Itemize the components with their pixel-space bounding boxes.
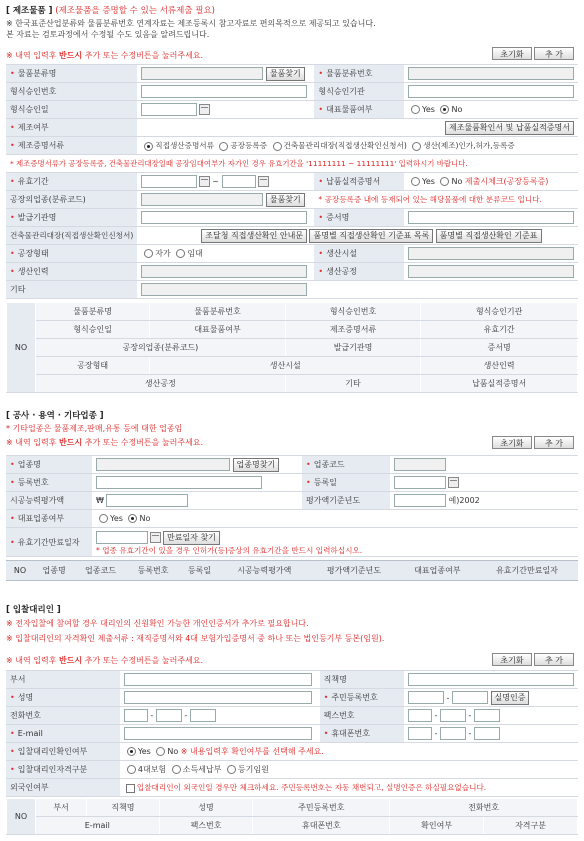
dept-input[interactable] (124, 673, 312, 686)
cert-name-input[interactable] (408, 211, 574, 224)
grid-header: 공장형태 (36, 357, 150, 375)
grid-header: 증서명 (421, 339, 578, 357)
reg-date-input[interactable] (394, 476, 446, 489)
goods-std-button[interactable]: 품명별 직접생산확인 기준표 (436, 229, 542, 243)
confirm-yes-radio[interactable] (127, 747, 136, 756)
proc-guide-button[interactable]: 조달청 직접생산확인 안내문 (201, 229, 307, 243)
section-title-business: [ 공사 · 용역 · 기타업종 ] (6, 411, 104, 421)
process-input[interactable] (408, 265, 574, 278)
label: • 업종코드 (302, 456, 390, 474)
info-note: 본 자료는 검토과정에서 수정될 수도 있음을 알려드립니다. (6, 30, 210, 39)
delivery-yes-radio[interactable] (411, 177, 420, 186)
qual-officer-radio[interactable] (227, 765, 236, 774)
factory-rent-radio[interactable] (176, 249, 185, 258)
agent-form: 부서 직책명 • 성명 • 주민등록번호 - 실명인증 전화번호 - - 팩스번호 - - • E-mail • 휴대폰번호 - - • 입찰대리인확인여부 Yes No ※ 내용입력후 확인여부를 선택해 주세요. • 입찰대리인자격구분 4대보험 소득세납부 등기임원 외국인여부 입찰대리인이 외국인일 경우만 체크하세요. 주민등록번호는 자동 채번되고, 실명인증은 하실필요없습니다. (6, 670, 578, 797)
label: • 생산시설 (314, 245, 404, 263)
approval-no-input[interactable] (141, 85, 307, 98)
agent-list-header (6, 798, 578, 835)
rep-goods-no-radio[interactable] (440, 105, 449, 114)
expire-red-note: * 업종 유효기간이 있을 경우 인허가(등)증상의 유효기간을 반드시 입력하십시오. (96, 545, 363, 555)
approval-date-input[interactable] (141, 103, 197, 116)
reset-button[interactable]: 초기화 (492, 653, 532, 666)
grid-header: 팩스번호 (159, 817, 253, 835)
label: • 업종명 (6, 456, 92, 474)
grid-header: 생산인력 (421, 357, 578, 375)
rrn-front-input[interactable] (408, 691, 444, 704)
label: 건축물관리대장(직접생산확인신청서) (6, 227, 137, 245)
info-note: ※ 한국표준산업분류와 물품분류번호 연계자료는 제조등록시 참고자료로 편의목적으로 제공되고 있습니다. (6, 19, 376, 28)
calendar-icon[interactable] (150, 532, 161, 543)
grid-header: 유효기간만료일자 (476, 561, 578, 581)
label: 전화번호 (6, 707, 120, 725)
label: • 물품분류번호 (314, 65, 404, 83)
phone-2-input[interactable] (156, 709, 182, 722)
label: • 유효기간 (6, 173, 137, 191)
business-form: • 업종명 업종명찾기 • 업종코드 • 등록번호 • 등록일 시공능력평가액 ₩ 평가액기준년도 예)2002 • 대표업종여부 Yes No • 유효기간만료일자 만료일자 찾기 * 업종 유효기간이 있을 경우 인허가(등)증상의 유효기간을 반드시 입력하십시오. (6, 455, 578, 557)
goods-find-button[interactable]: 물품찾기 (266, 67, 305, 81)
mobile-2-input[interactable] (440, 727, 466, 740)
label: • 대표물품여부 (314, 101, 404, 119)
label: 시공능력평가액 (6, 492, 92, 510)
section-title-manufacture: [ 제조물품 ] (제조물품을 증명할 수 있는 서류제출 필요) (6, 6, 215, 16)
fax-2-input[interactable] (440, 709, 466, 722)
grid-header: 형식승인기관 (421, 303, 578, 321)
grid-header: 평가액기준년도 (309, 561, 399, 581)
name-input[interactable] (124, 691, 312, 704)
goods-std-list-button[interactable]: 품명별 직접생산확인 기준표 목록 (309, 229, 433, 243)
foreign-red-note: 입찰대리인이 외국인일 경우만 체크하세요. 주민등록번호는 자동 채번되고, 실명인증은 하실필요없습니다. (136, 783, 487, 792)
approval-org-input[interactable] (408, 85, 574, 98)
grid-no-header: NO (7, 303, 36, 393)
capacity-input[interactable] (106, 494, 188, 507)
grid-header: 형식승인번호 (285, 303, 421, 321)
label: 공장의업종(분류코드) (6, 191, 137, 209)
label: 기타 (6, 281, 137, 299)
grid-header: 휴대폰번호 (253, 817, 390, 835)
doc-license-radio[interactable] (412, 142, 421, 151)
grid-header: 물품분류명 (36, 303, 150, 321)
calendar-icon[interactable] (199, 104, 210, 115)
reset-button[interactable]: 초기화 (492, 47, 532, 60)
grid-header: 제조증명서류 (285, 321, 421, 339)
grid-header: 확인여부 (390, 817, 484, 835)
manufacture-list-header (6, 302, 578, 393)
label: • 생산공정 (314, 263, 404, 281)
grid-header: 물품분류번호 (150, 303, 286, 321)
maker-doc-button[interactable]: 제조물품확인서 및 납품실적증명서 (445, 121, 574, 135)
add-button[interactable]: 추 가 (534, 436, 574, 449)
section-title-agent: [ 입찰대리인 ] (6, 605, 61, 615)
factory-goods-find-button[interactable]: 물품찾기 (266, 193, 305, 207)
grid-header: 직책명 (87, 799, 159, 817)
grid-header: 발급기관명 (285, 339, 421, 357)
warning-note: ※ 내역 입력후 반드시 추가 또는 수정버튼을 눌러주세요. (6, 438, 204, 447)
expire-input[interactable] (96, 531, 148, 544)
grid-header: 부서 (36, 799, 87, 817)
doc-factory-radio[interactable] (219, 142, 228, 151)
label: • 제조여부 (6, 119, 137, 137)
mobile-3-input[interactable] (474, 727, 500, 740)
business-red-note: * 기타업종은 물품제조,판매,유통 등에 대한 업종임 (6, 424, 183, 433)
label: 평가액기준년도 (302, 492, 390, 510)
calendar-icon[interactable] (448, 477, 459, 488)
grid-header: NO (6, 561, 34, 581)
manpower-input[interactable] (141, 265, 307, 278)
issuer-input[interactable] (141, 211, 307, 224)
confirm-no-radio[interactable] (156, 747, 165, 756)
year-input[interactable] (394, 494, 446, 507)
biz-find-button[interactable]: 업종명찾기 (233, 458, 280, 472)
grid-header: 유효기간 (421, 321, 578, 339)
label: • E-mail (6, 725, 120, 743)
business-list-header (6, 560, 578, 581)
warning-note: ※ 내역 입력후 반드시 추가 또는 수정버튼을 눌러주세요. (6, 656, 204, 665)
grid-header: 대표물품여부 (150, 321, 286, 339)
agent-red-note: ※ 전자입찰에 참여할 경우 대리인의 신원확인 가능한 개인인증서가 추가로 필요합니다. (6, 619, 309, 628)
label: • 입찰대리인자격구분 (6, 761, 120, 779)
rep-biz-yes-radio[interactable] (99, 514, 108, 523)
label: 형식승인번호 (6, 83, 137, 101)
doc-building-radio[interactable] (273, 142, 282, 151)
grid-header: E-mail (36, 817, 160, 835)
add-button[interactable]: 추 가 (534, 653, 574, 666)
grid-header: 주민등록번호 (253, 799, 390, 817)
grid-header: 납품실적증명서 (421, 375, 578, 393)
label: • 주민등록번호 (320, 689, 404, 707)
doc-direct-radio[interactable] (144, 142, 153, 151)
delivery-no-radio[interactable] (440, 177, 449, 186)
biz-code-input[interactable] (394, 458, 446, 471)
rep-goods-yes-radio[interactable] (411, 105, 420, 114)
factory-own-radio[interactable] (144, 249, 153, 258)
biz-name-input[interactable] (96, 458, 230, 471)
label: 외국인여부 (6, 779, 120, 797)
confirm-red-note: ※ 내용입력후 확인여부를 선택해 주세요. (180, 747, 324, 756)
label: • 입찰대리인확인여부 (6, 743, 120, 761)
calendar-icon[interactable] (199, 176, 210, 187)
foreign-checkbox[interactable] (126, 784, 135, 793)
label: 형식승인일 (6, 101, 137, 119)
goods-name-input[interactable] (141, 67, 263, 80)
factory-code-input[interactable] (141, 193, 263, 206)
calendar-icon[interactable] (258, 176, 269, 187)
position-input[interactable] (408, 673, 574, 686)
label: 팩스번호 (320, 707, 404, 725)
label: • 생산인력 (6, 263, 137, 281)
manufacture-form: • 물품분류명 물품찾기 • 물품분류번호 형식승인번호 형식승인기관 형식승인일 • 대표물품여부 Yes No • 제조여부 제조물품확인서 및 납품실적증명서 • 제조증명서류 직접생산증명서류 공장등록증 건축물관리대장(직접생산확인신청서) 생산(제조)인가,허가,등록증 * 제조증명서류가 공장등록증, 건축물관리대장일때 공장임대여부가 자가인 경우 유효기간을 '11111111 ~ 11111111' 입력하시기 바랍니다. • 유효기간 ~ • 납품실적증명서 Yes No 제출시체크(공장등록증) 공장의업종(분류코드) 물품찾기 * 공장등록증 내에 등재되어 있는 해당물품에 대한 분류코드 입니다. • 발급기관명 • 증서명 건축물관리대장(직접생산확인신청서) 조달청 직접생산확인 안내문 품명별 직접생산확인 기준표 목록 품명별 직접생산확인 기준표 • 공장형태 자가 임대 • 생산시설 • 생산인력 • 생산공정 기타 (6, 64, 578, 299)
goods-no-input[interactable] (408, 67, 574, 80)
label: • 등록번호 (6, 474, 92, 492)
rep-biz-no-radio[interactable] (128, 514, 137, 523)
label: • 휴대폰번호 (320, 725, 404, 743)
label: • 증서명 (314, 209, 404, 227)
phone-3-input[interactable] (190, 709, 216, 722)
qual-insurance-radio[interactable] (127, 765, 136, 774)
factory-red-note: * 공장등록증 내에 등재되어 있는 해당물품에 대한 분류코드 입니다. (314, 191, 578, 209)
label: 부서 (6, 671, 120, 689)
grid-header: 생산시설 (150, 357, 421, 375)
grid-header: 등록번호 (127, 561, 180, 581)
grid-header: 자격구분 (484, 817, 578, 835)
label: • 물품분류명 (6, 65, 137, 83)
valid-from-input[interactable] (141, 175, 197, 188)
rrn-back-input[interactable] (452, 691, 488, 704)
grid-header: 등록일 (179, 561, 219, 581)
warning-note: ※ 내역 입력후 반드시 추가 또는 수정버튼을 눌러주세요. (6, 51, 204, 60)
reg-no-input[interactable] (96, 476, 262, 489)
grid-header: 업종명 (34, 561, 74, 581)
label: 형식승인기관 (314, 83, 404, 101)
label: • 납품실적증명서 (314, 173, 404, 191)
grid-header: 대표업종여부 (399, 561, 476, 581)
verify-button[interactable]: 실명인증 (491, 691, 530, 705)
expire-find-button[interactable]: 만료일자 찾기 (163, 531, 220, 545)
valid-to-input[interactable] (222, 175, 256, 188)
label: • 성명 (6, 689, 120, 707)
phone-1-input[interactable] (124, 709, 148, 722)
agent-red-note: ※ 입찰대리인의 자격확인 제출서류 : 재직증명서와 4대 보험가입증명서 중 하나 또는 법인등기부 등본(임원). (6, 634, 385, 643)
grid-header: 업종코드 (74, 561, 127, 581)
grid-header: 생산공정 (36, 375, 286, 393)
label: • 공장형태 (6, 245, 137, 263)
reset-button[interactable]: 초기화 (492, 436, 532, 449)
grid-header: 시공능력평가액 (220, 561, 310, 581)
grid-header: 성명 (159, 799, 253, 817)
label: • 제조증명서류 (6, 137, 137, 155)
label: • 등록일 (302, 474, 390, 492)
facility-input[interactable] (408, 247, 574, 260)
fax-3-input[interactable] (474, 709, 500, 722)
add-button[interactable]: 추 가 (534, 47, 574, 60)
grid-header: 전화번호 (390, 799, 578, 817)
grid-no-header: NO (7, 799, 36, 835)
label: • 유효기간만료일자 (6, 528, 92, 557)
etc-input[interactable] (141, 283, 307, 296)
label: • 대표업종여부 (6, 510, 92, 528)
label: • 발급기관명 (6, 209, 137, 227)
qual-tax-radio[interactable] (172, 765, 181, 774)
grid-header: 기타 (285, 375, 421, 393)
fax-1-input[interactable] (408, 709, 432, 722)
email-input[interactable] (124, 727, 312, 740)
label: 직책명 (320, 671, 404, 689)
mobile-1-input[interactable] (408, 727, 432, 740)
grid-header: 공장의업종(분류코드) (36, 339, 286, 357)
grid-header: 형식승인일 (36, 321, 150, 339)
doc-red-note: * 제조증명서류가 공장등록증, 건축물관리대장일때 공장임대여부가 자가인 경우 유효기간을 '11111111 ~ 11111111' 입력하시기 바랍니다. (6, 155, 578, 173)
